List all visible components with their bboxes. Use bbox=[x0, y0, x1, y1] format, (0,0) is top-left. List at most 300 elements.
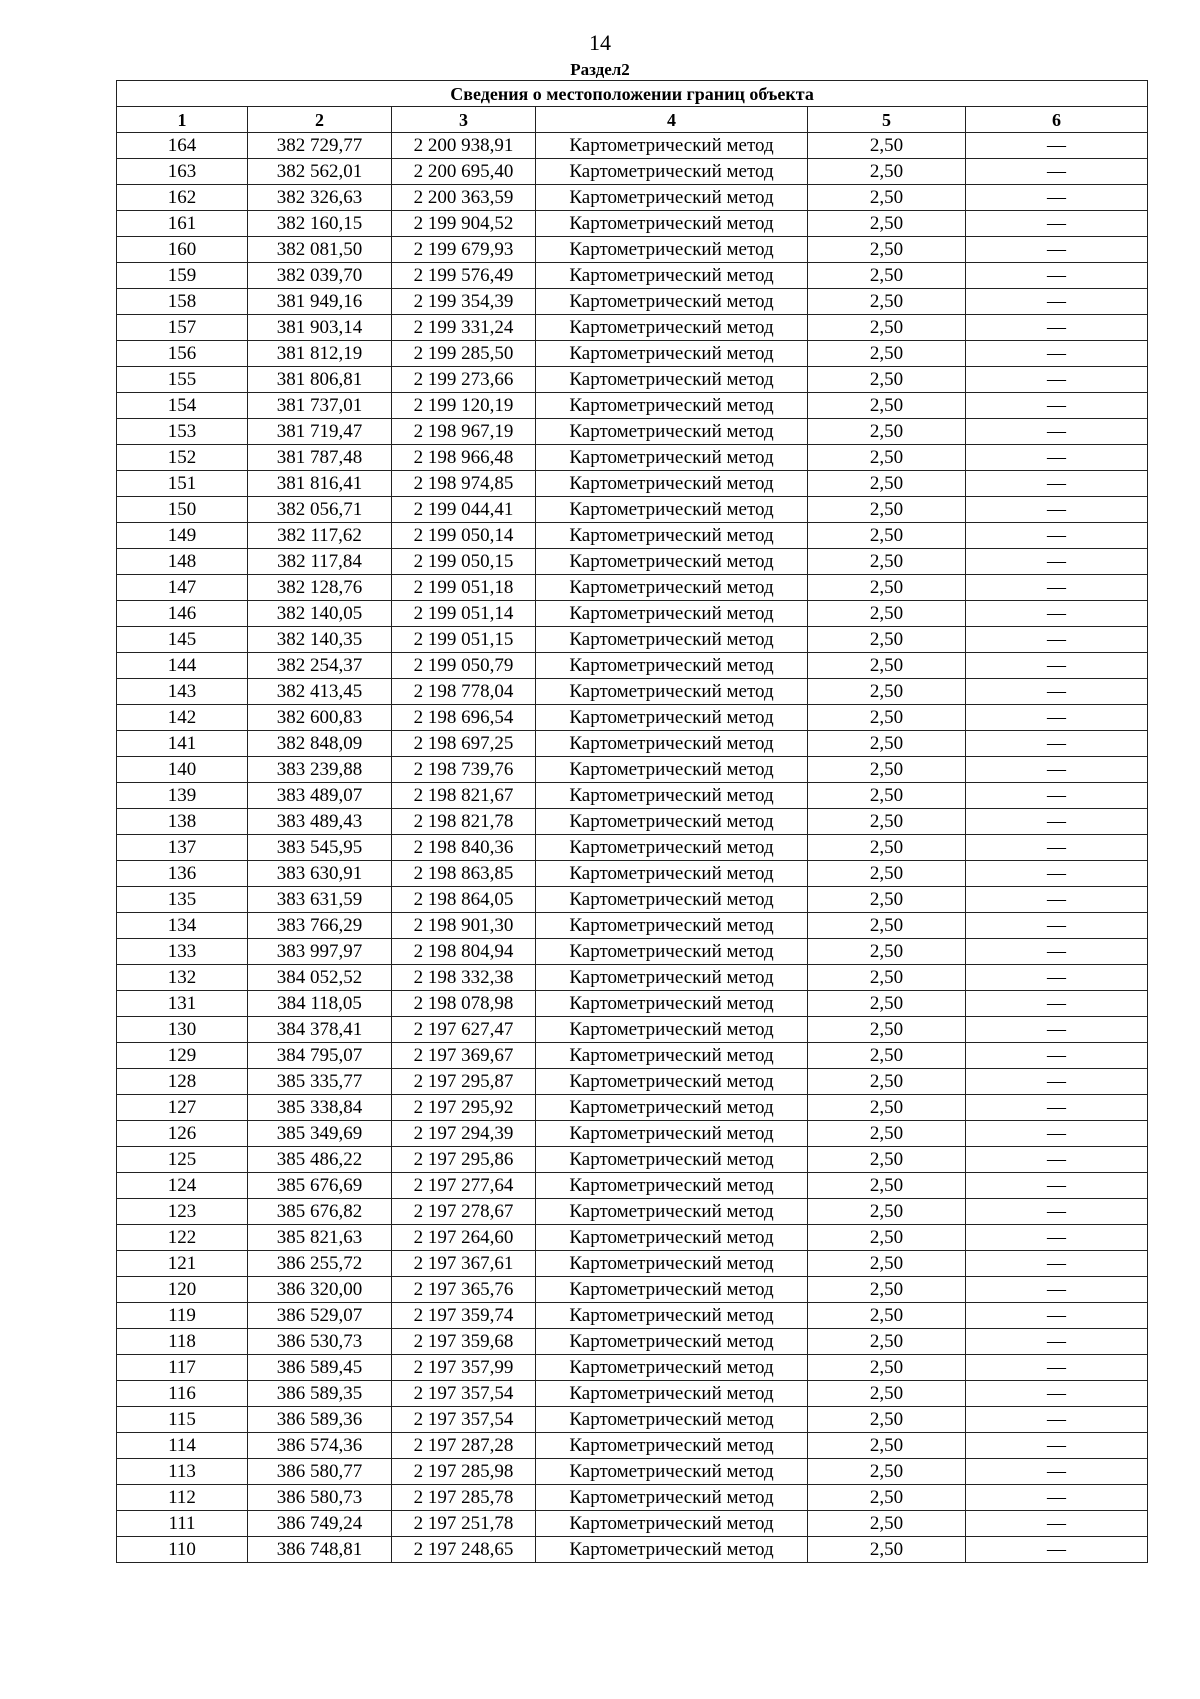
description-cell: — bbox=[966, 1173, 1148, 1199]
point-number-cell: 140 bbox=[117, 757, 248, 783]
table-row bbox=[117, 601, 1148, 627]
method-cell: Картометрический метод bbox=[536, 1043, 808, 1069]
description-cell: — bbox=[966, 1017, 1148, 1043]
accuracy-cell: 2,50 bbox=[808, 445, 966, 471]
y-coordinate-cell: 2 197 248,65 bbox=[392, 1537, 536, 1563]
x-coordinate-cell: 381 949,16 bbox=[248, 289, 392, 315]
method-cell: Картометрический метод bbox=[536, 627, 808, 653]
description-cell: — bbox=[966, 1511, 1148, 1537]
point-number-cell: 114 bbox=[117, 1433, 248, 1459]
table-row bbox=[117, 523, 1148, 549]
accuracy-cell: 2,50 bbox=[808, 653, 966, 679]
x-coordinate-cell: 386 589,36 bbox=[248, 1407, 392, 1433]
description-cell: — bbox=[966, 523, 1148, 549]
table-row bbox=[117, 419, 1148, 445]
x-coordinate-cell: 382 140,05 bbox=[248, 601, 392, 627]
table-row bbox=[117, 939, 1148, 965]
table-row bbox=[117, 211, 1148, 237]
table-row bbox=[117, 1069, 1148, 1095]
table-row bbox=[117, 445, 1148, 471]
y-coordinate-cell: 2 197 251,78 bbox=[392, 1511, 536, 1537]
method-cell: Картометрический метод bbox=[536, 471, 808, 497]
table-row bbox=[117, 1225, 1148, 1251]
point-number-cell: 115 bbox=[117, 1407, 248, 1433]
point-number-cell: 118 bbox=[117, 1329, 248, 1355]
point-number-cell: 152 bbox=[117, 445, 248, 471]
accuracy-cell: 2,50 bbox=[808, 133, 966, 159]
x-coordinate-cell: 386 255,72 bbox=[248, 1251, 392, 1277]
point-number-cell: 147 bbox=[117, 575, 248, 601]
y-coordinate-cell: 2 197 295,87 bbox=[392, 1069, 536, 1095]
y-coordinate-cell: 2 198 778,04 bbox=[392, 679, 536, 705]
method-cell: Картометрический метод bbox=[536, 185, 808, 211]
accuracy-cell: 2,50 bbox=[808, 237, 966, 263]
accuracy-cell: 2,50 bbox=[808, 1407, 966, 1433]
point-number-cell: 123 bbox=[117, 1199, 248, 1225]
table-row bbox=[117, 1199, 1148, 1225]
point-number-cell: 153 bbox=[117, 419, 248, 445]
table-row bbox=[117, 237, 1148, 263]
table-row bbox=[117, 1329, 1148, 1355]
x-coordinate-cell: 383 489,07 bbox=[248, 783, 392, 809]
y-coordinate-cell: 2 198 967,19 bbox=[392, 419, 536, 445]
point-number-cell: 151 bbox=[117, 471, 248, 497]
point-number-cell: 137 bbox=[117, 835, 248, 861]
table-row bbox=[117, 731, 1148, 757]
method-cell: Картометрический метод bbox=[536, 913, 808, 939]
table-row bbox=[117, 1277, 1148, 1303]
x-coordinate-cell: 385 338,84 bbox=[248, 1095, 392, 1121]
table-row bbox=[117, 1459, 1148, 1485]
description-cell: — bbox=[966, 783, 1148, 809]
accuracy-cell: 2,50 bbox=[808, 601, 966, 627]
method-cell: Картометрический метод bbox=[536, 211, 808, 237]
table-row bbox=[117, 549, 1148, 575]
point-number-cell: 160 bbox=[117, 237, 248, 263]
table-row bbox=[117, 809, 1148, 835]
table-row bbox=[117, 913, 1148, 939]
description-cell: — bbox=[966, 1537, 1148, 1563]
x-coordinate-cell: 384 795,07 bbox=[248, 1043, 392, 1069]
x-coordinate-cell: 383 631,59 bbox=[248, 887, 392, 913]
point-number-cell: 117 bbox=[117, 1355, 248, 1381]
point-number-cell: 141 bbox=[117, 731, 248, 757]
table-row bbox=[117, 575, 1148, 601]
x-coordinate-cell: 382 254,37 bbox=[248, 653, 392, 679]
description-cell: — bbox=[966, 237, 1148, 263]
y-coordinate-cell: 2 197 369,67 bbox=[392, 1043, 536, 1069]
method-cell: Картометрический метод bbox=[536, 1251, 808, 1277]
method-cell: Картометрический метод bbox=[536, 159, 808, 185]
x-coordinate-cell: 385 335,77 bbox=[248, 1069, 392, 1095]
accuracy-cell: 2,50 bbox=[808, 1537, 966, 1563]
method-cell: Картометрический метод bbox=[536, 731, 808, 757]
description-cell: — bbox=[966, 471, 1148, 497]
column-header: 2 bbox=[248, 107, 392, 133]
point-number-cell: 162 bbox=[117, 185, 248, 211]
x-coordinate-cell: 382 326,63 bbox=[248, 185, 392, 211]
accuracy-cell: 2,50 bbox=[808, 679, 966, 705]
method-cell: Картометрический метод bbox=[536, 341, 808, 367]
x-coordinate-cell: 382 600,83 bbox=[248, 705, 392, 731]
description-cell: — bbox=[966, 1277, 1148, 1303]
method-cell: Картометрический метод bbox=[536, 575, 808, 601]
point-number-cell: 144 bbox=[117, 653, 248, 679]
point-number-cell: 110 bbox=[117, 1537, 248, 1563]
point-number-cell: 133 bbox=[117, 939, 248, 965]
description-cell: — bbox=[966, 809, 1148, 835]
y-coordinate-cell: 2 199 273,66 bbox=[392, 367, 536, 393]
description-cell: — bbox=[966, 939, 1148, 965]
table-caption: Сведения о местоположении границ объекта bbox=[117, 81, 1148, 107]
table-row bbox=[117, 757, 1148, 783]
method-cell: Картометрический метод bbox=[536, 653, 808, 679]
accuracy-cell: 2,50 bbox=[808, 1199, 966, 1225]
accuracy-cell: 2,50 bbox=[808, 913, 966, 939]
description-cell: — bbox=[966, 1121, 1148, 1147]
y-coordinate-cell: 2 199 050,15 bbox=[392, 549, 536, 575]
table-row bbox=[117, 1537, 1148, 1563]
y-coordinate-cell: 2 199 576,49 bbox=[392, 263, 536, 289]
point-number-cell: 148 bbox=[117, 549, 248, 575]
accuracy-cell: 2,50 bbox=[808, 783, 966, 809]
accuracy-cell: 2,50 bbox=[808, 965, 966, 991]
method-cell: Картометрический метод bbox=[536, 523, 808, 549]
x-coordinate-cell: 382 039,70 bbox=[248, 263, 392, 289]
point-number-cell: 127 bbox=[117, 1095, 248, 1121]
accuracy-cell: 2,50 bbox=[808, 471, 966, 497]
accuracy-cell: 2,50 bbox=[808, 1225, 966, 1251]
description-cell: — bbox=[966, 1225, 1148, 1251]
table-row bbox=[117, 393, 1148, 419]
method-cell: Картометрический метод bbox=[536, 1485, 808, 1511]
method-cell: Картометрический метод bbox=[536, 1329, 808, 1355]
x-coordinate-cell: 386 320,00 bbox=[248, 1277, 392, 1303]
accuracy-cell: 2,50 bbox=[808, 263, 966, 289]
method-cell: Картометрический метод bbox=[536, 991, 808, 1017]
point-number-cell: 145 bbox=[117, 627, 248, 653]
table-row bbox=[117, 1485, 1148, 1511]
x-coordinate-cell: 382 117,84 bbox=[248, 549, 392, 575]
y-coordinate-cell: 2 198 864,05 bbox=[392, 887, 536, 913]
table-row bbox=[117, 861, 1148, 887]
description-cell: — bbox=[966, 549, 1148, 575]
x-coordinate-cell: 382 729,77 bbox=[248, 133, 392, 159]
point-number-cell: 163 bbox=[117, 159, 248, 185]
y-coordinate-cell: 2 197 627,47 bbox=[392, 1017, 536, 1043]
y-coordinate-cell: 2 197 277,64 bbox=[392, 1173, 536, 1199]
y-coordinate-cell: 2 199 285,50 bbox=[392, 341, 536, 367]
table-row bbox=[117, 965, 1148, 991]
x-coordinate-cell: 381 719,47 bbox=[248, 419, 392, 445]
x-coordinate-cell: 381 787,48 bbox=[248, 445, 392, 471]
description-cell: — bbox=[966, 341, 1148, 367]
x-coordinate-cell: 383 766,29 bbox=[248, 913, 392, 939]
point-number-cell: 135 bbox=[117, 887, 248, 913]
y-coordinate-cell: 2 197 285,78 bbox=[392, 1485, 536, 1511]
accuracy-cell: 2,50 bbox=[808, 419, 966, 445]
point-number-cell: 112 bbox=[117, 1485, 248, 1511]
table-row bbox=[117, 1355, 1148, 1381]
point-number-cell: 155 bbox=[117, 367, 248, 393]
description-cell: — bbox=[966, 601, 1148, 627]
accuracy-cell: 2,50 bbox=[808, 1251, 966, 1277]
point-number-cell: 164 bbox=[117, 133, 248, 159]
accuracy-cell: 2,50 bbox=[808, 315, 966, 341]
description-cell: — bbox=[966, 653, 1148, 679]
method-cell: Картометрический метод bbox=[536, 237, 808, 263]
accuracy-cell: 2,50 bbox=[808, 1329, 966, 1355]
table-row bbox=[117, 133, 1148, 159]
column-header: 4 bbox=[536, 107, 808, 133]
description-cell: — bbox=[966, 965, 1148, 991]
description-cell: — bbox=[966, 263, 1148, 289]
method-cell: Картометрический метод bbox=[536, 1277, 808, 1303]
accuracy-cell: 2,50 bbox=[808, 731, 966, 757]
y-coordinate-cell: 2 198 821,67 bbox=[392, 783, 536, 809]
table-row bbox=[117, 1251, 1148, 1277]
y-coordinate-cell: 2 197 359,68 bbox=[392, 1329, 536, 1355]
x-coordinate-cell: 384 378,41 bbox=[248, 1017, 392, 1043]
method-cell: Картометрический метод bbox=[536, 679, 808, 705]
y-coordinate-cell: 2 198 966,48 bbox=[392, 445, 536, 471]
method-cell: Картометрический метод bbox=[536, 497, 808, 523]
accuracy-cell: 2,50 bbox=[808, 1173, 966, 1199]
y-coordinate-cell: 2 197 365,76 bbox=[392, 1277, 536, 1303]
table-row bbox=[117, 653, 1148, 679]
description-cell: — bbox=[966, 1329, 1148, 1355]
point-number-cell: 113 bbox=[117, 1459, 248, 1485]
point-number-cell: 116 bbox=[117, 1381, 248, 1407]
column-header: 6 bbox=[966, 107, 1148, 133]
y-coordinate-cell: 2 198 696,54 bbox=[392, 705, 536, 731]
y-coordinate-cell: 2 197 367,61 bbox=[392, 1251, 536, 1277]
description-cell: — bbox=[966, 289, 1148, 315]
description-cell: — bbox=[966, 1069, 1148, 1095]
y-coordinate-cell: 2 198 974,85 bbox=[392, 471, 536, 497]
y-coordinate-cell: 2 197 294,39 bbox=[392, 1121, 536, 1147]
point-number-cell: 156 bbox=[117, 341, 248, 367]
table-row bbox=[117, 705, 1148, 731]
page-number: 14 bbox=[589, 30, 611, 55]
y-coordinate-cell: 2 198 821,78 bbox=[392, 809, 536, 835]
x-coordinate-cell: 382 160,15 bbox=[248, 211, 392, 237]
point-number-cell: 142 bbox=[117, 705, 248, 731]
table-row bbox=[117, 1017, 1148, 1043]
boundary-coordinates-table bbox=[116, 80, 1148, 1563]
method-cell: Картометрический метод bbox=[536, 861, 808, 887]
y-coordinate-cell: 2 197 357,99 bbox=[392, 1355, 536, 1381]
accuracy-cell: 2,50 bbox=[808, 757, 966, 783]
method-cell: Картометрический метод bbox=[536, 1303, 808, 1329]
point-number-cell: 129 bbox=[117, 1043, 248, 1069]
table-row bbox=[117, 185, 1148, 211]
y-coordinate-cell: 2 199 904,52 bbox=[392, 211, 536, 237]
point-number-cell: 125 bbox=[117, 1147, 248, 1173]
y-coordinate-cell: 2 198 332,38 bbox=[392, 965, 536, 991]
table-row bbox=[117, 497, 1148, 523]
description-cell: — bbox=[966, 1485, 1148, 1511]
accuracy-cell: 2,50 bbox=[808, 809, 966, 835]
method-cell: Картометрический метод bbox=[536, 1459, 808, 1485]
method-cell: Картометрический метод bbox=[536, 1381, 808, 1407]
description-cell: — bbox=[966, 393, 1148, 419]
method-cell: Картометрический метод bbox=[536, 1095, 808, 1121]
method-cell: Картометрический метод bbox=[536, 393, 808, 419]
x-coordinate-cell: 381 903,14 bbox=[248, 315, 392, 341]
table-row bbox=[117, 1173, 1148, 1199]
table-row bbox=[117, 159, 1148, 185]
method-cell: Картометрический метод bbox=[536, 835, 808, 861]
point-number-cell: 120 bbox=[117, 1277, 248, 1303]
method-cell: Картометрический метод bbox=[536, 133, 808, 159]
section-title: Раздел2 bbox=[570, 60, 630, 79]
method-cell: Картометрический метод bbox=[536, 367, 808, 393]
y-coordinate-cell: 2 200 695,40 bbox=[392, 159, 536, 185]
x-coordinate-cell: 385 486,22 bbox=[248, 1147, 392, 1173]
x-coordinate-cell: 383 997,97 bbox=[248, 939, 392, 965]
column-header: 3 bbox=[392, 107, 536, 133]
point-number-cell: 138 bbox=[117, 809, 248, 835]
method-cell: Картометрический метод bbox=[536, 1017, 808, 1043]
x-coordinate-cell: 385 821,63 bbox=[248, 1225, 392, 1251]
y-coordinate-cell: 2 198 863,85 bbox=[392, 861, 536, 887]
description-cell: — bbox=[966, 627, 1148, 653]
description-cell: — bbox=[966, 1459, 1148, 1485]
x-coordinate-cell: 385 676,82 bbox=[248, 1199, 392, 1225]
point-number-cell: 131 bbox=[117, 991, 248, 1017]
description-cell: — bbox=[966, 1303, 1148, 1329]
x-coordinate-cell: 381 812,19 bbox=[248, 341, 392, 367]
description-cell: — bbox=[966, 679, 1148, 705]
table-row bbox=[117, 1303, 1148, 1329]
x-coordinate-cell: 381 737,01 bbox=[248, 393, 392, 419]
x-coordinate-cell: 382 081,50 bbox=[248, 237, 392, 263]
y-coordinate-cell: 2 199 051,18 bbox=[392, 575, 536, 601]
y-coordinate-cell: 2 197 278,67 bbox=[392, 1199, 536, 1225]
table-row bbox=[117, 289, 1148, 315]
accuracy-cell: 2,50 bbox=[808, 1381, 966, 1407]
accuracy-cell: 2,50 bbox=[808, 991, 966, 1017]
table-row bbox=[117, 1095, 1148, 1121]
method-cell: Картометрический метод bbox=[536, 289, 808, 315]
method-cell: Картометрический метод bbox=[536, 315, 808, 341]
accuracy-cell: 2,50 bbox=[808, 1303, 966, 1329]
description-cell: — bbox=[966, 133, 1148, 159]
point-number-cell: 159 bbox=[117, 263, 248, 289]
column-header: 1 bbox=[117, 107, 248, 133]
accuracy-cell: 2,50 bbox=[808, 1433, 966, 1459]
accuracy-cell: 2,50 bbox=[808, 575, 966, 601]
description-cell: — bbox=[966, 913, 1148, 939]
point-number-cell: 132 bbox=[117, 965, 248, 991]
method-cell: Картометрический метод bbox=[536, 1147, 808, 1173]
accuracy-cell: 2,50 bbox=[808, 705, 966, 731]
method-cell: Картометрический метод bbox=[536, 1537, 808, 1563]
table-row bbox=[117, 991, 1148, 1017]
table-row bbox=[117, 341, 1148, 367]
table-row bbox=[117, 1433, 1148, 1459]
table-row bbox=[117, 471, 1148, 497]
table-row bbox=[117, 679, 1148, 705]
point-number-cell: 139 bbox=[117, 783, 248, 809]
method-cell: Картометрический метод bbox=[536, 783, 808, 809]
point-number-cell: 150 bbox=[117, 497, 248, 523]
y-coordinate-cell: 2 200 938,91 bbox=[392, 133, 536, 159]
point-number-cell: 154 bbox=[117, 393, 248, 419]
description-cell: — bbox=[966, 445, 1148, 471]
point-number-cell: 111 bbox=[117, 1511, 248, 1537]
x-coordinate-cell: 383 545,95 bbox=[248, 835, 392, 861]
point-number-cell: 146 bbox=[117, 601, 248, 627]
x-coordinate-cell: 382 413,45 bbox=[248, 679, 392, 705]
method-cell: Картометрический метод bbox=[536, 419, 808, 445]
x-coordinate-cell: 382 140,35 bbox=[248, 627, 392, 653]
y-coordinate-cell: 2 198 697,25 bbox=[392, 731, 536, 757]
point-number-cell: 136 bbox=[117, 861, 248, 887]
description-cell: — bbox=[966, 887, 1148, 913]
description-cell: — bbox=[966, 705, 1148, 731]
point-number-cell: 149 bbox=[117, 523, 248, 549]
accuracy-cell: 2,50 bbox=[808, 835, 966, 861]
point-number-cell: 121 bbox=[117, 1251, 248, 1277]
method-cell: Картометрический метод bbox=[536, 939, 808, 965]
y-coordinate-cell: 2 197 357,54 bbox=[392, 1381, 536, 1407]
x-coordinate-cell: 382 848,09 bbox=[248, 731, 392, 757]
description-cell: — bbox=[966, 731, 1148, 757]
x-coordinate-cell: 385 676,69 bbox=[248, 1173, 392, 1199]
description-cell: — bbox=[966, 575, 1148, 601]
description-cell: — bbox=[966, 1199, 1148, 1225]
description-cell: — bbox=[966, 185, 1148, 211]
y-coordinate-cell: 2 197 264,60 bbox=[392, 1225, 536, 1251]
x-coordinate-cell: 386 580,73 bbox=[248, 1485, 392, 1511]
accuracy-cell: 2,50 bbox=[808, 1043, 966, 1069]
x-coordinate-cell: 383 489,43 bbox=[248, 809, 392, 835]
y-coordinate-cell: 2 199 050,14 bbox=[392, 523, 536, 549]
y-coordinate-cell: 2 197 287,28 bbox=[392, 1433, 536, 1459]
y-coordinate-cell: 2 197 295,92 bbox=[392, 1095, 536, 1121]
x-coordinate-cell: 386 748,81 bbox=[248, 1537, 392, 1563]
description-cell: — bbox=[966, 159, 1148, 185]
x-coordinate-cell: 382 117,62 bbox=[248, 523, 392, 549]
method-cell: Картометрический метод bbox=[536, 1407, 808, 1433]
description-cell: — bbox=[966, 861, 1148, 887]
point-number-cell: 128 bbox=[117, 1069, 248, 1095]
method-cell: Картометрический метод bbox=[536, 263, 808, 289]
method-cell: Картометрический метод bbox=[536, 757, 808, 783]
table-row bbox=[117, 315, 1148, 341]
method-cell: Картометрический метод bbox=[536, 601, 808, 627]
accuracy-cell: 2,50 bbox=[808, 1147, 966, 1173]
y-coordinate-cell: 2 197 357,54 bbox=[392, 1407, 536, 1433]
accuracy-cell: 2,50 bbox=[808, 1017, 966, 1043]
method-cell: Картометрический метод bbox=[536, 1225, 808, 1251]
accuracy-cell: 2,50 bbox=[808, 939, 966, 965]
table-row bbox=[117, 1043, 1148, 1069]
table-row bbox=[117, 1381, 1148, 1407]
description-cell: — bbox=[966, 211, 1148, 237]
accuracy-cell: 2,50 bbox=[808, 1095, 966, 1121]
y-coordinate-cell: 2 200 363,59 bbox=[392, 185, 536, 211]
accuracy-cell: 2,50 bbox=[808, 393, 966, 419]
column-header: 5 bbox=[808, 107, 966, 133]
y-coordinate-cell: 2 198 840,36 bbox=[392, 835, 536, 861]
x-coordinate-cell: 382 562,01 bbox=[248, 159, 392, 185]
x-coordinate-cell: 383 630,91 bbox=[248, 861, 392, 887]
description-cell: — bbox=[966, 497, 1148, 523]
accuracy-cell: 2,50 bbox=[808, 1121, 966, 1147]
